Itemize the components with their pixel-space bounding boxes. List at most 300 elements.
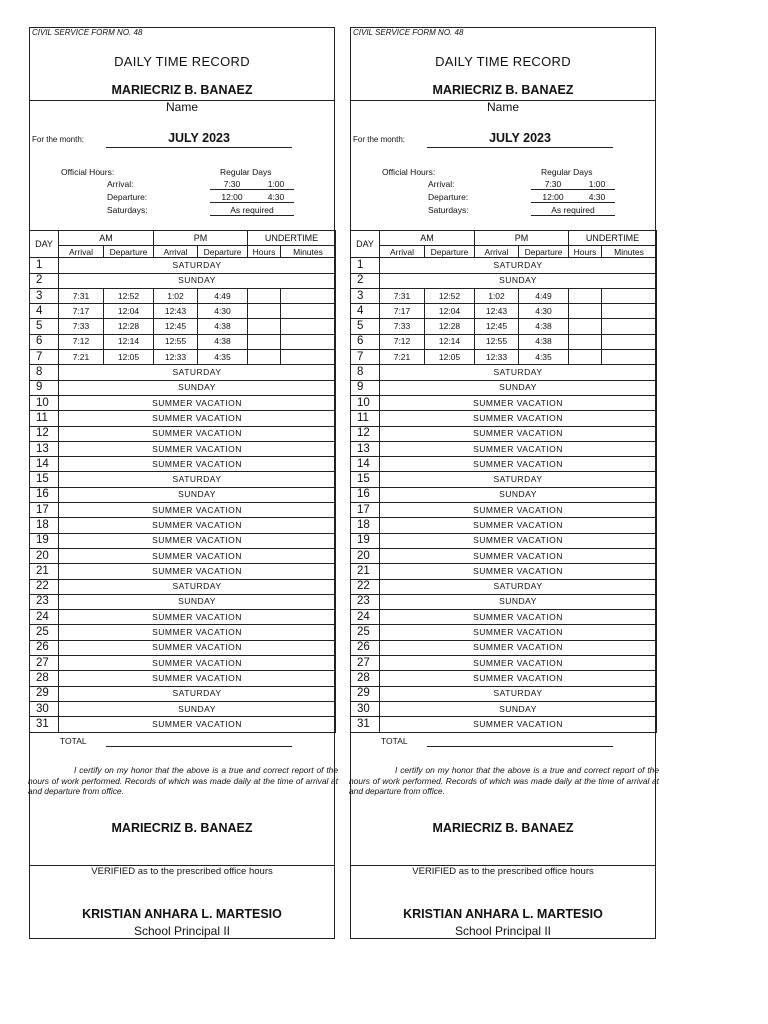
time-cell-pm-out: 4:38: [198, 334, 248, 349]
day-number: 29: [351, 686, 380, 701]
table-row: [30, 533, 336, 548]
day-number: 26: [351, 640, 380, 655]
month-value: JULY 2023: [427, 131, 613, 148]
day-note: SUMMER VACATION: [380, 625, 657, 640]
day-number: 8: [351, 365, 380, 380]
table-row: [30, 503, 336, 518]
time-cell-pm-in: 1:02: [475, 288, 519, 303]
arrival-label: Arrival:: [107, 179, 134, 189]
day-note: SUNDAY: [59, 594, 336, 609]
day-number: 11: [30, 411, 59, 426]
day-note: SUMMER VACATION: [380, 548, 657, 563]
table-row: [351, 395, 657, 410]
table-row: [30, 656, 336, 671]
total-label: TOTAL: [381, 736, 408, 746]
table-row: [351, 380, 657, 395]
undertime-minutes-cell: [281, 304, 336, 319]
day-note: SUMMER VACATION: [59, 610, 336, 625]
table-row: [351, 656, 657, 671]
table-row: [30, 380, 336, 395]
departure-am: 12:00: [542, 192, 564, 202]
day-note: SUMMER VACATION: [380, 640, 657, 655]
undertime-minutes-cell: [281, 319, 336, 334]
day-number: 25: [30, 625, 59, 640]
day-note: SUMMER VACATION: [59, 426, 336, 441]
official-hours-label: Official Hours:: [382, 167, 436, 177]
table-row: [351, 441, 657, 456]
day-note: SATURDAY: [59, 258, 336, 273]
day-number: 17: [351, 503, 380, 518]
undertime-minutes-cell: [602, 334, 657, 349]
arrival-underline: [531, 189, 615, 190]
verifier-name: KRISTIAN ANHARA L. MARTESIO: [82, 907, 282, 921]
day-number: 31: [30, 717, 59, 732]
day-note: SUNDAY: [59, 487, 336, 502]
day-number: 4: [351, 304, 380, 319]
time-cell-am-out: 12:04: [425, 304, 475, 319]
day-note: SUMMER VACATION: [380, 503, 657, 518]
col-undertime: UNDERTIME: [569, 231, 657, 246]
form-number: CIVIL SERVICE FORM NO. 48: [353, 28, 464, 37]
time-cell-am-in: 7:21: [59, 350, 104, 365]
undertime-minutes-cell: [602, 288, 657, 303]
day-note: SUMMER VACATION: [59, 533, 336, 548]
day-number: 4: [30, 304, 59, 319]
day-number: 22: [351, 579, 380, 594]
table-row: [30, 472, 336, 487]
time-cell-pm-in: 12:33: [154, 350, 198, 365]
time-cell-am-in: 7:21: [380, 350, 425, 365]
col-day: DAY: [351, 231, 380, 258]
saturdays-label: Saturdays:: [107, 205, 148, 215]
col-am: AM: [380, 231, 475, 246]
table-row: [30, 518, 336, 533]
day-note: SUMMER VACATION: [59, 564, 336, 579]
table-row: [351, 258, 657, 273]
table-row: [351, 610, 657, 625]
day-note: SUMMER VACATION: [380, 441, 657, 456]
month-label: For the month:: [32, 135, 85, 144]
day-note: SUMMER VACATION: [59, 503, 336, 518]
table-row: [351, 426, 657, 441]
table-row: [30, 350, 336, 365]
undertime-minutes-cell: [281, 350, 336, 365]
col-undertime: UNDERTIME: [248, 231, 336, 246]
verifier-title: School Principal II: [454, 924, 552, 938]
day-note: SUNDAY: [380, 701, 657, 716]
day-number: 26: [30, 640, 59, 655]
time-cell-pm-out: 4:49: [198, 288, 248, 303]
table-row: [30, 258, 336, 273]
time-cell-pm-in: 12:43: [154, 304, 198, 319]
table-row: [30, 457, 336, 472]
day-note: SUMMER VACATION: [59, 717, 336, 732]
day-number: 14: [30, 457, 59, 472]
day-number: 9: [30, 380, 59, 395]
month-label: For the month:: [353, 135, 406, 144]
table-row: [351, 701, 657, 716]
day-note: SUMMER VACATION: [380, 457, 657, 472]
day-number: 12: [30, 426, 59, 441]
departure-underline: [531, 202, 615, 203]
day-number: 31: [351, 717, 380, 732]
table-row: [351, 671, 657, 686]
verified-text: VERIFIED as to the prescribed office hours: [412, 866, 594, 877]
time-cell-pm-out: 4:38: [198, 319, 248, 334]
table-row: [30, 441, 336, 456]
col-undertime-minutes: Minutes: [602, 246, 657, 258]
day-note: SUMMER VACATION: [380, 610, 657, 625]
time-cell-am-out: 12:04: [104, 304, 154, 319]
day-note: SUMMER VACATION: [59, 671, 336, 686]
regular-days-label: Regular Days: [220, 167, 272, 177]
table-row: [30, 273, 336, 288]
day-note: SATURDAY: [380, 258, 657, 273]
verified-text: VERIFIED as to the prescribed office hours: [91, 866, 273, 877]
day-number: 20: [351, 548, 380, 563]
day-number: 23: [351, 594, 380, 609]
day-number: 8: [30, 365, 59, 380]
day-note: SUMMER VACATION: [380, 411, 657, 426]
day-number: 9: [351, 380, 380, 395]
day-number: 1: [30, 258, 59, 273]
day-number: 28: [30, 671, 59, 686]
time-cell-pm-in: 12:45: [475, 319, 519, 334]
arrival-pm: 1:00: [588, 179, 606, 189]
form-number: CIVIL SERVICE FORM NO. 48: [32, 28, 143, 37]
certification-text: I certify on my honor that the above is a true and correct report of the hours of work performed. Records of which was made daily at the time of arrival at and departure from office.: [349, 765, 659, 796]
col-am-arrival: Arrival: [59, 246, 104, 258]
day-note: SUMMER VACATION: [59, 640, 336, 655]
day-number: 19: [30, 533, 59, 548]
undertime-minutes-cell: [602, 304, 657, 319]
time-cell-am-out: 12:14: [104, 334, 154, 349]
time-cell-am-out: 12:52: [104, 288, 154, 303]
day-number: 2: [351, 273, 380, 288]
day-number: 28: [351, 671, 380, 686]
table-row: [351, 640, 657, 655]
time-cell-pm-out: 4:35: [519, 350, 569, 365]
saturdays-value: As required: [551, 205, 595, 215]
form-title: DAILY TIME RECORD: [435, 54, 571, 69]
day-note: SUMMER VACATION: [59, 441, 336, 456]
day-note: SUMMER VACATION: [380, 426, 657, 441]
table-row: [351, 365, 657, 380]
time-cell-am-out: 12:28: [104, 319, 154, 334]
day-number: 6: [351, 334, 380, 349]
day-number: 16: [30, 487, 59, 502]
name-label: Name: [165, 100, 198, 114]
arrival-underline: [210, 189, 294, 190]
time-cell-pm-out: 4:49: [519, 288, 569, 303]
undertime-hours-cell: [569, 350, 602, 365]
day-note: SUMMER VACATION: [380, 533, 657, 548]
time-cell-pm-in: 12:55: [475, 334, 519, 349]
employee-signature-name: MARIECRIZ B. BANAEZ: [432, 821, 574, 835]
undertime-minutes-cell: [281, 288, 336, 303]
time-cell-am-in: 7:31: [59, 288, 104, 303]
time-cell-am-in: 7:12: [380, 334, 425, 349]
day-note: SATURDAY: [380, 365, 657, 380]
day-number: 27: [351, 656, 380, 671]
day-note: SUMMER VACATION: [380, 671, 657, 686]
day-note: SUMMER VACATION: [380, 395, 657, 410]
departure-pm: 4:30: [267, 192, 285, 202]
day-note: SUMMER VACATION: [59, 457, 336, 472]
table-row: [30, 610, 336, 625]
table-row: [351, 411, 657, 426]
saturdays-underline: [531, 215, 615, 216]
table-row: [30, 334, 336, 349]
table-row: [30, 365, 336, 380]
day-number: 5: [30, 319, 59, 334]
col-am-departure: Departure: [425, 246, 475, 258]
col-undertime-hours: Hours: [569, 246, 602, 258]
time-cell-am-out: 12:05: [104, 350, 154, 365]
day-number: 2: [30, 273, 59, 288]
time-cell-am-in: 7:17: [59, 304, 104, 319]
day-note: SATURDAY: [380, 579, 657, 594]
time-cell-am-out: 12:52: [425, 288, 475, 303]
time-cell-pm-out: 4:35: [198, 350, 248, 365]
col-pm-departure: Departure: [198, 246, 248, 258]
table-row: [351, 625, 657, 640]
time-record-table: [350, 230, 657, 733]
table-row: [30, 594, 336, 609]
day-note: SUMMER VACATION: [380, 717, 657, 732]
day-note: SATURDAY: [59, 472, 336, 487]
day-number: 7: [30, 350, 59, 365]
table-row: [30, 701, 336, 716]
dtr-form-right: [349, 27, 659, 939]
day-number: 15: [30, 472, 59, 487]
day-number: 6: [30, 334, 59, 349]
undertime-hours-cell: [569, 288, 602, 303]
day-note: SUMMER VACATION: [380, 564, 657, 579]
day-note: SUMMER VACATION: [59, 548, 336, 563]
departure-underline: [210, 202, 294, 203]
table-row: [30, 625, 336, 640]
undertime-minutes-cell: [602, 319, 657, 334]
saturdays-label: Saturdays:: [428, 205, 469, 215]
undertime-minutes-cell: [602, 350, 657, 365]
time-cell-pm-out: 4:38: [519, 319, 569, 334]
departure-label: Departure:: [107, 192, 148, 202]
undertime-hours-cell: [248, 319, 281, 334]
employee-name: MARIECRIZ B. BANAEZ: [111, 83, 253, 97]
day-note: SUMMER VACATION: [59, 518, 336, 533]
time-cell-am-in: 7:31: [380, 288, 425, 303]
month-value: JULY 2023: [106, 131, 292, 148]
time-cell-pm-in: 12:33: [475, 350, 519, 365]
time-cell-am-out: 12:05: [425, 350, 475, 365]
departure-am: 12:00: [221, 192, 243, 202]
table-row: [351, 304, 657, 319]
time-cell-am-out: 12:28: [425, 319, 475, 334]
day-note: SATURDAY: [59, 365, 336, 380]
table-row: [30, 304, 336, 319]
undertime-minutes-cell: [281, 334, 336, 349]
day-number: 13: [30, 441, 59, 456]
total-label: TOTAL: [60, 736, 87, 746]
table-row: [351, 273, 657, 288]
col-undertime-minutes: Minutes: [281, 246, 336, 258]
table-row: [30, 671, 336, 686]
time-cell-am-in: 7:33: [380, 319, 425, 334]
time-cell-pm-out: 4:30: [519, 304, 569, 319]
day-number: 16: [351, 487, 380, 502]
col-pm: PM: [475, 231, 569, 246]
table-row: [30, 548, 336, 563]
time-cell-am-out: 12:14: [425, 334, 475, 349]
day-note: SATURDAY: [380, 686, 657, 701]
day-number: 29: [30, 686, 59, 701]
day-number: 21: [351, 564, 380, 579]
day-number: 3: [351, 288, 380, 303]
day-note: SUNDAY: [380, 487, 657, 502]
table-row: [351, 350, 657, 365]
col-am: AM: [59, 231, 154, 246]
day-note: SUNDAY: [59, 701, 336, 716]
day-note: SATURDAY: [59, 686, 336, 701]
table-row: [30, 319, 336, 334]
time-cell-pm-in: 12:45: [154, 319, 198, 334]
day-number: 18: [30, 518, 59, 533]
arrival-label: Arrival:: [428, 179, 455, 189]
total-underline: [427, 746, 613, 747]
table-row: [351, 334, 657, 349]
table-row: [351, 579, 657, 594]
employee-name: MARIECRIZ B. BANAEZ: [432, 83, 574, 97]
day-number: 3: [30, 288, 59, 303]
day-note: SUNDAY: [59, 380, 336, 395]
time-cell-am-in: 7:33: [59, 319, 104, 334]
name-label: Name: [486, 100, 519, 114]
day-note: SATURDAY: [380, 472, 657, 487]
day-number: 20: [30, 548, 59, 563]
dtr-form-left: [28, 27, 338, 939]
col-pm: PM: [154, 231, 248, 246]
day-number: 13: [351, 441, 380, 456]
arrival-am: 7:30: [544, 179, 562, 189]
col-day: DAY: [30, 231, 59, 258]
table-row: [351, 548, 657, 563]
time-cell-pm-out: 4:38: [519, 334, 569, 349]
day-note: SUMMER VACATION: [59, 411, 336, 426]
col-pm-arrival: Arrival: [475, 246, 519, 258]
col-pm-departure: Departure: [519, 246, 569, 258]
day-number: 10: [351, 395, 380, 410]
day-number: 7: [351, 350, 380, 365]
time-cell-pm-in: 12:43: [475, 304, 519, 319]
table-row: [351, 319, 657, 334]
arrival-am: 7:30: [223, 179, 241, 189]
time-cell-pm-in: 12:55: [154, 334, 198, 349]
official-hours-label: Official Hours:: [61, 167, 115, 177]
table-row: [351, 717, 657, 732]
day-number: 18: [351, 518, 380, 533]
regular-days-label: Regular Days: [541, 167, 593, 177]
day-number: 17: [30, 503, 59, 518]
day-number: 10: [30, 395, 59, 410]
table-row: [351, 686, 657, 701]
table-row: [30, 564, 336, 579]
table-row: [351, 288, 657, 303]
time-cell-am-in: 7:17: [380, 304, 425, 319]
employee-signature-name: MARIECRIZ B. BANAEZ: [111, 821, 253, 835]
day-note: SUMMER VACATION: [380, 518, 657, 533]
saturdays-value: As required: [230, 205, 274, 215]
table-row: [30, 640, 336, 655]
day-note: SUNDAY: [380, 380, 657, 395]
table-row: [30, 487, 336, 502]
table-row: [30, 395, 336, 410]
arrival-pm: 1:00: [267, 179, 285, 189]
day-note: SUNDAY: [59, 273, 336, 288]
day-note: SUMMER VACATION: [380, 656, 657, 671]
table-row: [30, 579, 336, 594]
table-row: [351, 457, 657, 472]
day-number: 27: [30, 656, 59, 671]
day-number: 12: [351, 426, 380, 441]
table-row: [351, 594, 657, 609]
day-number: 30: [351, 701, 380, 716]
time-cell-am-in: 7:12: [59, 334, 104, 349]
time-cell-pm-in: 1:02: [154, 288, 198, 303]
undertime-hours-cell: [248, 334, 281, 349]
day-note: SUMMER VACATION: [59, 656, 336, 671]
day-number: 15: [351, 472, 380, 487]
day-number: 14: [351, 457, 380, 472]
day-note: SUMMER VACATION: [59, 625, 336, 640]
time-cell-pm-out: 4:30: [198, 304, 248, 319]
day-number: 21: [30, 564, 59, 579]
verifier-title: School Principal II: [133, 924, 231, 938]
day-number: 11: [351, 411, 380, 426]
table-row: [30, 411, 336, 426]
day-number: 30: [30, 701, 59, 716]
table-row: [351, 487, 657, 502]
departure-pm: 4:30: [588, 192, 606, 202]
day-number: 25: [351, 625, 380, 640]
day-note: SATURDAY: [59, 579, 336, 594]
table-row: [351, 533, 657, 548]
day-number: 24: [351, 610, 380, 625]
day-note: SUNDAY: [380, 273, 657, 288]
time-record-table: [29, 230, 336, 733]
day-number: 19: [351, 533, 380, 548]
undertime-hours-cell: [569, 334, 602, 349]
day-note: SUMMER VACATION: [59, 395, 336, 410]
col-undertime-hours: Hours: [248, 246, 281, 258]
saturdays-underline: [210, 215, 294, 216]
table-row: [351, 472, 657, 487]
undertime-hours-cell: [248, 304, 281, 319]
total-underline: [106, 746, 292, 747]
day-note: SUNDAY: [380, 594, 657, 609]
departure-label: Departure:: [428, 192, 469, 202]
undertime-hours-cell: [248, 288, 281, 303]
day-number: 22: [30, 579, 59, 594]
certification-text: I certify on my honor that the above is a true and correct report of the hours of work performed. Records of which was made daily at the time of arrival at and departure from office.: [28, 765, 338, 796]
col-am-departure: Departure: [104, 246, 154, 258]
table-row: [30, 426, 336, 441]
table-row: [30, 717, 336, 732]
table-row: [351, 518, 657, 533]
undertime-hours-cell: [569, 304, 602, 319]
table-row: [30, 288, 336, 303]
col-pm-arrival: Arrival: [154, 246, 198, 258]
